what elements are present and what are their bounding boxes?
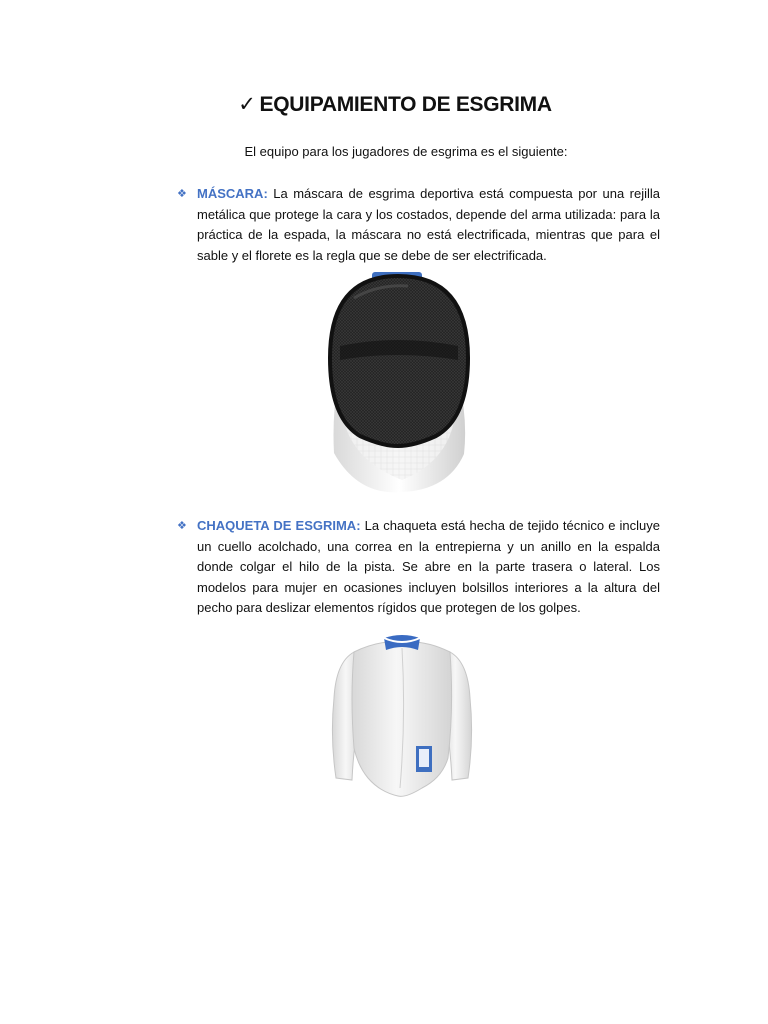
diamond-bullet-icon: ❖: [177, 520, 187, 532]
list-item-text: [197, 516, 660, 619]
list-item-chaqueta: [177, 516, 660, 619]
title-text: EQUIPAMIENTO DE ESGRIMA: [259, 93, 552, 116]
fencing-jacket-photo: [314, 628, 490, 808]
list-item-text: [197, 184, 660, 266]
fencing-mask-photo: [318, 268, 478, 496]
fencing-jacket-illustration: [314, 628, 490, 808]
term-description: La máscara de esgrima deportiva está compuesta por una rejilla metálica que protege la cara y los costados, depende del arma utilizada: para la práctica de la espada, la máscara no está electrificada, mientras que para el sable y el florete es la regla que se debe de ser electrificada.: [197, 186, 660, 263]
list-item-mascara: [177, 184, 660, 266]
term-description: La chaqueta está hecha de tejido técnico e incluye un cuello acolchado, una correa en la entrepierna y un anillo en la espalda donde colgar el hilo de la pista. Se abre en la parte trasera o lateral. Los modelos para mujer en ocasiones incluyen bolsillos interiores a la altura del pecho para deslizar elementos rígidos que protegen de los golpes.: [197, 518, 661, 616]
intro-paragraph: El equipo para los jugadores de esgrima es el siguiente:: [244, 144, 568, 159]
term-label: MÁSCARA:: [197, 186, 268, 201]
diamond-bullet-icon: ❖: [177, 188, 187, 200]
fencing-mask-illustration: [318, 268, 478, 496]
check-mark-icon: ✓: [238, 93, 256, 116]
term-label: CHAQUETA DE ESGRIMA:: [197, 518, 361, 533]
page-title: [0, 92, 768, 117]
